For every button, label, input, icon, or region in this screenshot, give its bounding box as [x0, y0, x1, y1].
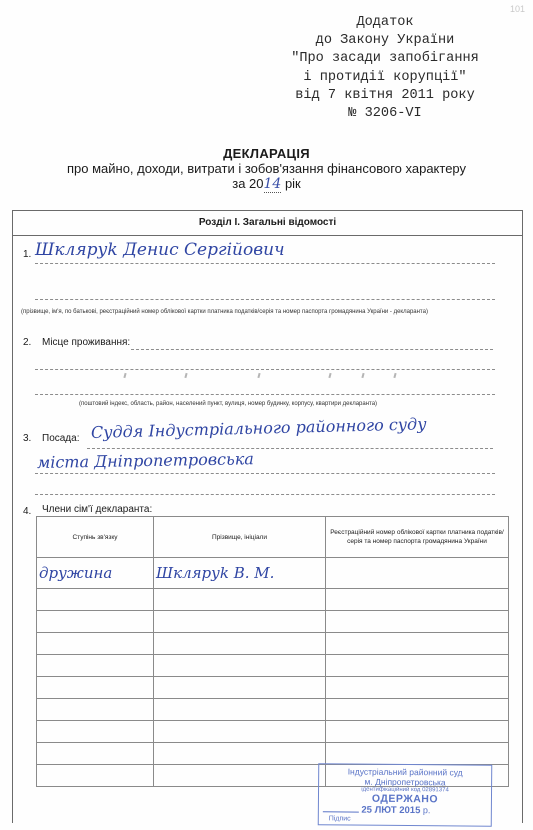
table-cell [326, 743, 509, 765]
column-header-name: Прізвище, ініціали [154, 517, 326, 558]
page-number-mark: 101 [509, 4, 525, 14]
table-cell [326, 721, 509, 743]
table-cell [154, 655, 326, 677]
year-handwritten: 14 [263, 176, 282, 192]
document-title: ДЕКЛАРАЦІЯ [223, 146, 310, 161]
table-cell [37, 633, 154, 655]
table-cell [37, 721, 154, 743]
annex-line: від 7 квітня 2011 року [295, 87, 475, 103]
name-underline [35, 263, 495, 264]
position-underline-2 [35, 473, 495, 474]
stamp-id-code: ідентифікаційний код 02891374 [361, 786, 449, 794]
table-row [37, 699, 509, 721]
family-name-cell: Шкляруk В. М. [154, 558, 326, 589]
residence-underline-2 [35, 369, 495, 370]
annex-line: Додаток [356, 15, 414, 30]
item-number: 3. [23, 433, 32, 444]
table-cell [154, 765, 326, 787]
table-header-row [37, 517, 509, 558]
table-cell [154, 611, 326, 633]
position-underline-3 [35, 494, 495, 495]
table-cell [37, 677, 154, 699]
residence-underline [131, 349, 493, 350]
redaction-mark [361, 373, 364, 378]
year-suffix: рік [281, 176, 301, 191]
annex-line: "Про засади запобігання [291, 51, 479, 67]
family-members-label: Члени сім'ї декларанта: [42, 504, 153, 515]
table-cell [326, 611, 509, 633]
table-cell [37, 655, 154, 677]
annex-line: № 3206-VI [348, 106, 422, 122]
relation-cell: дружина [37, 558, 154, 589]
table-row [37, 655, 509, 677]
stamp-signature-label: Підпис [328, 815, 351, 823]
item-number: 2. [23, 337, 32, 348]
table-cell [326, 633, 509, 655]
redaction-mark [123, 373, 126, 378]
stamp-court-name: Індустріальний районний суд [347, 766, 463, 778]
table-cell [326, 699, 509, 721]
table-row [37, 611, 509, 633]
column-header-relation: Ступінь зв'язку [37, 517, 154, 558]
redaction-mark [393, 373, 396, 378]
stamp-city: м. Дніпропетровська [364, 776, 446, 788]
family-id-cell [326, 558, 509, 589]
residence-underline-3 [35, 394, 495, 395]
annex-line: до Закону України [315, 33, 455, 49]
position-underline [87, 448, 493, 449]
declaration-year [0, 176, 533, 192]
table-cell [154, 721, 326, 743]
table-body [37, 558, 509, 787]
name-underline-2 [35, 299, 495, 300]
table-cell [37, 743, 154, 765]
table-cell [154, 743, 326, 765]
table-row [37, 633, 509, 655]
table-cell [326, 655, 509, 677]
item-number: 1. [23, 249, 32, 260]
table-cell [326, 589, 509, 611]
table-row [37, 743, 509, 765]
redaction-mark [328, 373, 331, 378]
position-handwritten-line1: Суддя Індустріального районного суду [90, 414, 427, 442]
table-cell [154, 699, 326, 721]
stamp-date: 25 ЛЮТ 2015 [361, 804, 421, 817]
table-cell [37, 699, 154, 721]
table-row [37, 558, 509, 589]
table-cell [37, 611, 154, 633]
stamp-number-blank [323, 811, 359, 812]
table-cell [326, 677, 509, 699]
stamp-date-suffix: р. [422, 805, 431, 816]
table-row [37, 677, 509, 699]
document-annex-header [240, 14, 530, 123]
column-header-id: Реєстраційний номер облікової картки платника податків/ серія та номер паспорта громадянина України [326, 517, 509, 558]
table-cell [154, 677, 326, 699]
position-label: Посада: [42, 433, 80, 444]
table-row [37, 721, 509, 743]
table-cell [154, 589, 326, 611]
received-stamp [318, 763, 493, 827]
position-handwritten-line2: міста Дніпропетровська [36, 449, 255, 472]
table-row [37, 589, 509, 611]
item2-caption: (поштовий індекс, область, район, населений пункт, вулиця, номер будинку, корпусу, квартири декларанта) [79, 401, 378, 407]
declarant-name-handwritten: Шкляруk Денис Сергійович [35, 240, 285, 260]
stamp-received: ОДЕРЖАНО [371, 792, 439, 806]
section-title: Розділ І. Загальні відомості [13, 211, 522, 236]
residence-label: Місце проживання: [42, 337, 131, 348]
annex-line: і протидії корупції" [303, 69, 467, 85]
table-cell [154, 633, 326, 655]
year-prefix: за 20 [232, 176, 264, 191]
redaction-mark [257, 373, 260, 378]
item-number: 4. [23, 506, 32, 517]
redaction-mark [184, 373, 187, 378]
table-cell [37, 589, 154, 611]
document-subtitle: про майно, доходи, витрати і зобов'язання фінансового характеру [66, 161, 467, 176]
family-members-table [36, 516, 509, 787]
item1-caption: (прізвище, ім'я, по батькові, реєстраційний номер облікової картки платника податків/серія та номер паспорта громадянина України - декларанта) [21, 309, 428, 315]
table-cell [37, 765, 154, 787]
